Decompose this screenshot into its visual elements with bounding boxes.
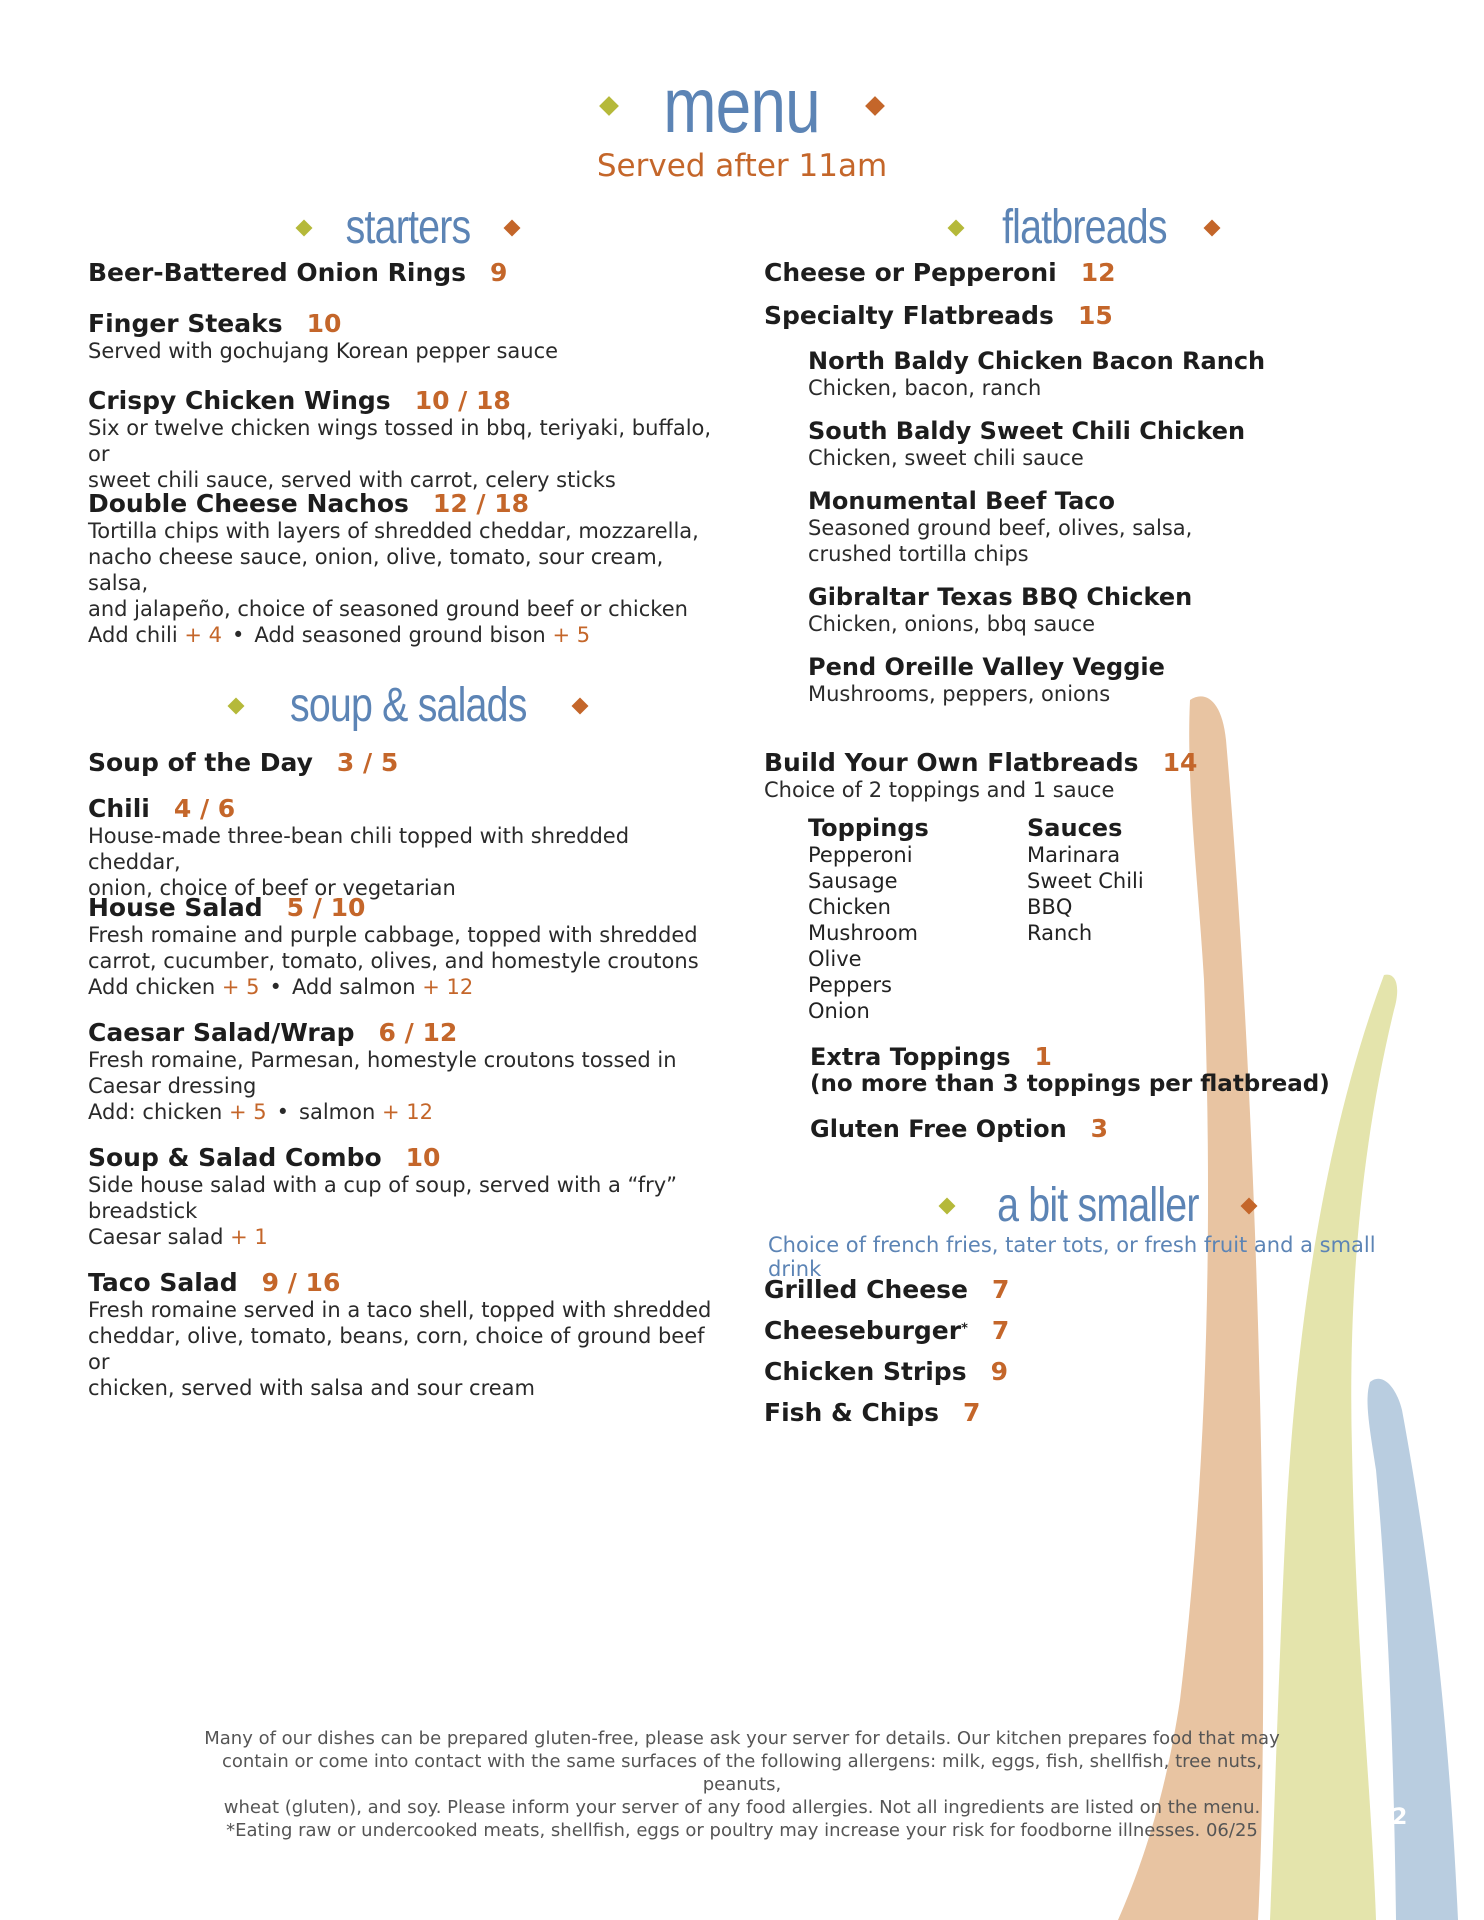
diamond-icon [947,219,964,236]
diamond-icon [1240,1197,1257,1214]
build-your-own [764,748,1404,803]
menu-item [88,386,728,493]
item-name: Finger Steaks [88,309,283,338]
item-price: 10 / 18 [414,386,511,415]
addon-label: Add chili [88,623,178,647]
item-description: Chicken, onions, bbq sauce [808,612,1096,636]
asterisk-mark: * [961,1321,968,1337]
item-description: Chicken, bacon, ranch [808,376,1042,400]
item-description: nacho cheese sauce, onion, olive, tomato, sour cream, salsa, [88,545,664,595]
item-price: 9 [490,258,508,287]
item-price: 7 [992,1275,1010,1304]
gluten-free-option [810,1114,1430,1143]
item-price: 9 / 16 [261,1268,341,1297]
item-price: 15 [1077,301,1113,330]
menu-item [88,1018,728,1125]
extra-toppings [810,1042,1430,1097]
item-name: Soup & Salad Combo [88,1143,382,1172]
addon-label: Add salmon [291,975,416,999]
item-name: Specialty Flatbreads [764,301,1054,330]
addon-label: salmon [299,1100,376,1124]
item-price: 9 [990,1357,1008,1386]
item-price: 7 [991,1316,1010,1345]
disclaimer-line: contain or come into contact with the same surfaces of the following allergens: milk, eggs, fish, shellfish, tree nuts, peanuts, [221,1751,1263,1795]
menu-title [0,60,1484,151]
page-title: menu [663,61,821,149]
item-description: House-made three-bean chili topped with shredded cheddar, [88,824,630,874]
flatbreads-heading [764,200,1404,255]
specialty-flatbread [808,417,1368,471]
sauces-heading: Sauces [1027,814,1123,842]
disclaimer-line: *Eating raw or undercooked meats, shellfish, eggs or poultry may increase your risk for foodborne illnesses. 06/25 [226,1820,1258,1841]
section-title: flatbreads [1001,201,1167,254]
list-item: Sausage [808,869,898,893]
section-title: starters [345,201,471,254]
addon-price: + 4 [184,623,223,647]
item-name: Taco Salad [88,1268,238,1297]
toppings-heading: Toppings [808,814,929,842]
item-name: Gibraltar Texas BBQ Chicken [808,583,1193,611]
addon-label: Add: chicken [88,1100,223,1124]
item-price: 10 [405,1143,441,1172]
diamond-icon [600,96,620,116]
item-description: Chicken, sweet chili sauce [808,446,1084,470]
item-name: Chicken Strips [764,1357,967,1386]
item-price: 6 / 12 [378,1018,458,1047]
item-description: Seasoned ground beef, olives, salsa, [808,516,1193,540]
allergen-disclaimer [200,1727,1284,1842]
addon-price: + 12 [422,975,474,999]
item-description: sweet chili sauce, served with carrot, celery sticks [88,468,616,492]
item-name: South Baldy Sweet Chili Chicken [808,417,1246,445]
diamond-icon [939,1197,956,1214]
item-name: Cheese or Pepperoni [764,258,1057,287]
list-item: Olive [808,947,862,971]
diamond-icon [295,219,312,236]
item-name: Caesar Salad/Wrap [88,1018,355,1047]
menu-item [764,1275,1404,1304]
item-description: Choice of 2 toppings and 1 sauce [764,778,1115,802]
item-name: Gluten Free Option [810,1115,1067,1143]
menu-item [88,309,728,364]
menu-item [88,1143,728,1250]
item-price: 4 / 6 [173,794,236,823]
addon-price: + 1 [230,1225,268,1249]
item-name: North Baldy Chicken Bacon Ranch [808,347,1266,375]
addon-price: + 5 [552,623,591,647]
menu-item [88,258,728,287]
addon-price: + 12 [381,1100,433,1124]
diamond-icon [1204,219,1221,236]
brush-stroke-blue [1368,1379,1458,1920]
menu-item [88,748,728,777]
item-price: 3 [1090,1114,1109,1143]
menu-item [764,1357,1404,1386]
item-description: Mushrooms, peppers, onions [808,682,1111,706]
item-description: Six or twelve chicken wings tossed in bbq, teriyaki, buffalo, or [88,416,712,466]
item-addons [88,1224,728,1250]
item-description: Tortilla chips with layers of shredded cheddar, mozzarella, [88,519,699,543]
list-item: BBQ [1027,895,1073,919]
menu-item [764,1316,1404,1345]
item-name: Beer-Battered Onion Rings [88,258,467,287]
item-description: and jalapeño, choice of seasoned ground beef or chicken [88,597,688,621]
item-name: Cheeseburger [764,1316,962,1345]
addon-price: + 5 [228,1100,267,1124]
toppings-list [808,814,929,1024]
list-item: Pepperoni [808,843,913,867]
list-item: Peppers [808,973,892,997]
addon-label: Add chicken [88,975,216,999]
diamond-icon [504,219,521,236]
specialty-flatbread [808,653,1368,707]
addon-label: Add seasoned ground bison [254,623,546,647]
item-price: 3 / 5 [336,748,399,777]
diamond-icon [227,697,244,714]
item-name: Crispy Chicken Wings [88,386,391,415]
item-addons: Add chicken + 5 • Add salmon + 12 [88,975,474,999]
item-description: chicken, served with salsa and sour cream [88,1376,535,1400]
section-title: a bit smaller [997,1179,1199,1232]
list-item: Mushroom [808,921,919,945]
item-price: 5 / 10 [286,893,366,922]
list-item: Sweet Chili [1027,869,1144,893]
section-title: soup & salads [289,679,527,732]
menu-item [88,893,728,1000]
item-description: cheddar, olive, tomato, beans, corn, choice of ground beef or [88,1324,705,1374]
item-description: Fresh romaine and purple cabbage, topped with shredded [88,923,698,947]
list-item: Onion [808,999,870,1023]
list-item: Chicken [808,895,891,919]
addon-label: Caesar salad [88,1225,224,1249]
item-description: Served with gochujang Korean pepper sauce [88,339,559,363]
item-name: Extra Toppings [810,1043,1011,1071]
menu-item [764,1398,1404,1427]
item-description: breadstick [88,1199,198,1223]
extra-toppings-note: (no more than 3 toppings per flatbread) [810,1071,1330,1097]
served-after-note: Served after 11am [596,148,888,184]
item-price: 12 [1080,258,1116,287]
addon-price: + 5 [221,975,260,999]
item-name: Double Cheese Nachos [88,489,409,518]
item-name: Grilled Cheese [764,1275,969,1304]
item-name: House Salad [88,893,263,922]
item-addons: Add: chicken + 5 • salmon + 12 [88,1100,433,1124]
menu-item [88,489,728,648]
menu-item [88,794,728,901]
list-item: Marinara [1027,843,1121,867]
menu-item [764,301,1404,330]
diamond-icon [865,96,885,116]
sauces-list [1027,814,1144,946]
starters-heading [88,200,728,255]
menu-item [764,258,1404,287]
item-price: 14 [1162,748,1198,777]
item-description: onion, choice of beef or vegetarian [88,876,456,900]
item-description: Side house salad with a cup of soup, served with a “fry” [88,1173,678,1197]
diamond-icon [572,697,589,714]
item-name: Chili [88,794,150,823]
list-item: Ranch [1027,921,1093,945]
item-description: Fresh romaine served in a taco shell, topped with shredded [88,1298,712,1322]
item-name: Monumental Beef Taco [808,487,1115,515]
soup-salads-heading [88,678,728,733]
item-addons: Add chili + 4 • Add seasoned ground bison + 5 [88,623,591,647]
item-name: Pend Oreille Valley Veggie [808,653,1165,681]
item-price: 1 [1034,1042,1052,1071]
item-price: 7 [963,1398,981,1427]
item-name: Soup of the Day [88,748,313,777]
item-price: 12 / 18 [432,489,530,518]
menu-item [88,1268,728,1401]
item-description: Caesar dressing [88,1074,257,1098]
item-name: Build Your Own Flatbreads [764,748,1139,777]
specialty-flatbread [808,487,1368,567]
kids-meal-note: Choice of french fries, tater tots, or fresh fruit and a small drink [768,1233,1376,1281]
item-name: Fish & Chips [764,1398,940,1427]
disclaimer-line: wheat (gluten), and soy. Please inform your server of any food allergies. Not all ingredients are listed on the menu. [223,1797,1261,1818]
specialty-flatbread [808,583,1368,637]
item-description: carrot, cucumber, tomato, olives, and homestyle croutons [88,949,699,973]
item-description: crushed tortilla chips [808,542,1029,566]
item-price: 10 [306,309,342,338]
specialty-flatbread [808,347,1368,401]
item-description: Fresh romaine, Parmesan, homestyle croutons tossed in [88,1048,677,1072]
page-number: 2 [1392,1805,1408,1830]
disclaimer-line: Many of our dishes can be prepared gluten-free, please ask your server for details. Our kitchen prepares food that may [204,1728,1280,1749]
a-bit-smaller-heading [768,1178,1428,1233]
